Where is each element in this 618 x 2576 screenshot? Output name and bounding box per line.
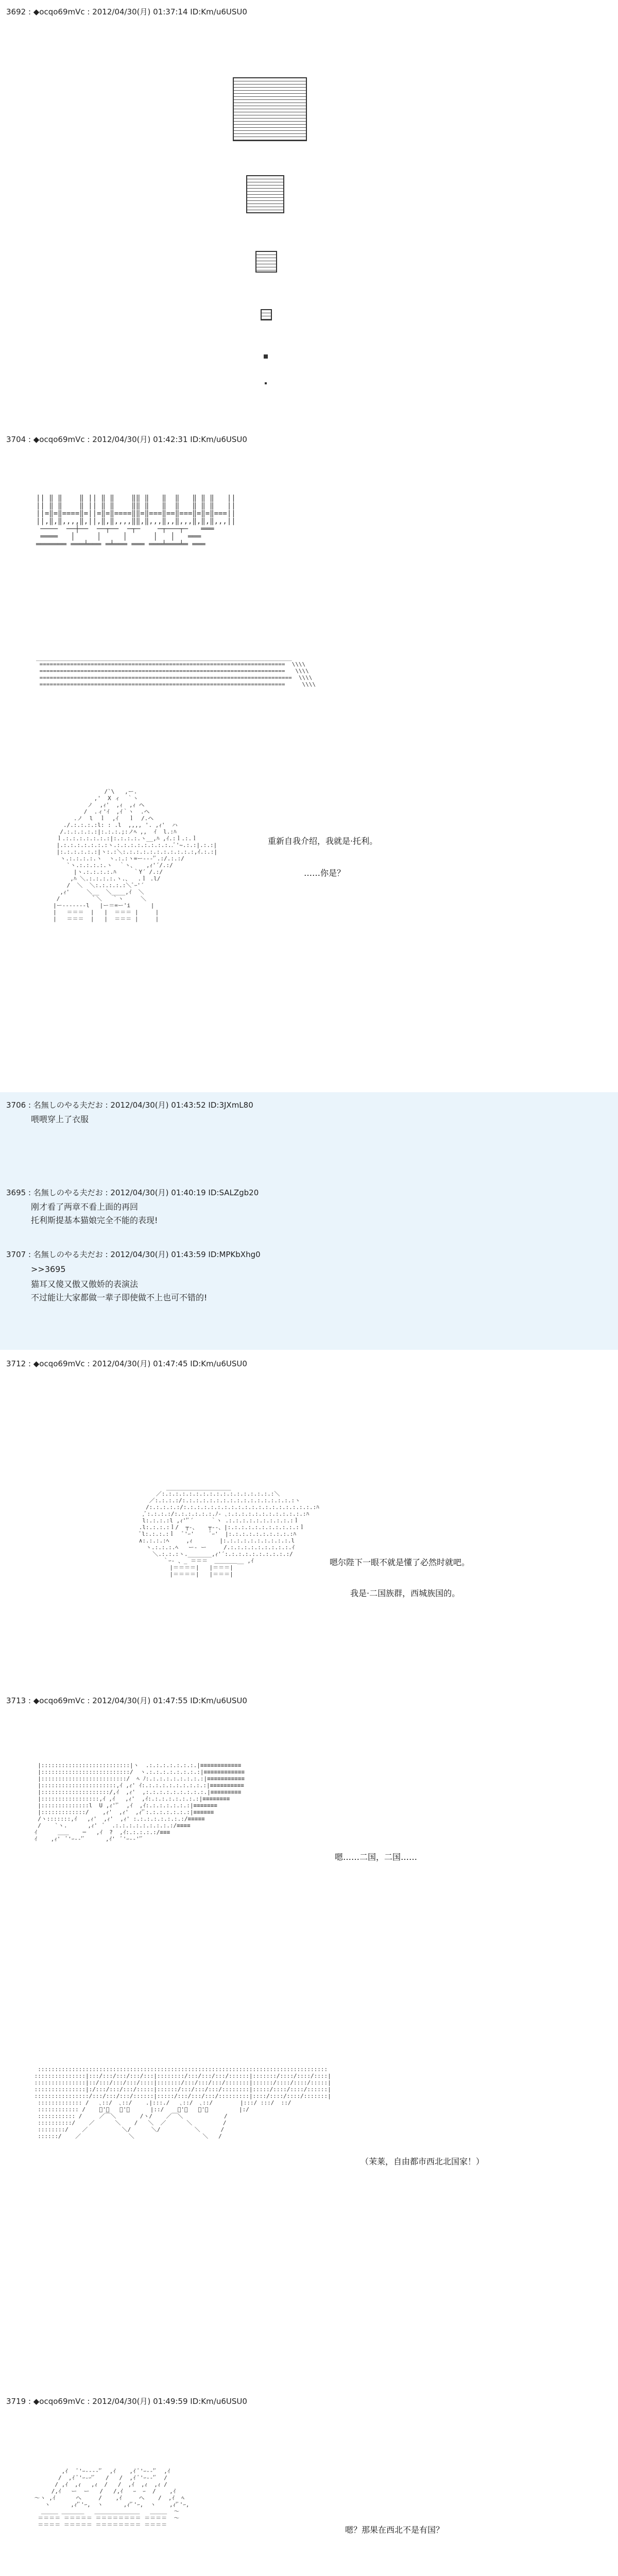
ascii-art-title: || ‖ ‖ ‖ || ‖ ‖ ‖‖ ‖ ‖ ‖ ‖ ‖ ‖ || || ‖ ‖ ‖ || ‖ ‖ ‖‖ ‖ ‖ ‖ ‖ ‖ ‖ || ||=‖=‖====‖=||=‖=‖====‖‖=‖===‖==‖===‖=‖=‖===|| ||,‖,‖,,,,‖,||,‖,‖,,,,‖‖,‖,,,‖,,‖,,,‖,‖,‖,,,|| ──── ──┼── ──┬── ─┬─ ─┬───┬─ ═══ ════ │ │ │ │ │ ═══ ═══════ ═══╧═══ ═╧═══ ═══ ═══╧═══╧═ ═══ xyxy=(36,494,236,549)
post-body-line: >>3695 xyxy=(31,1264,66,1274)
post-3707 xyxy=(0,1247,618,1350)
post-header: 3695 : 名無しのやる夫だお : 2012/04/30(月) 01:40:19 ID:SALZgb20 xyxy=(6,1188,259,1197)
post-3704 xyxy=(0,428,618,1092)
post-body-line: 猫耳又傻又傲又傲娇的表演法 xyxy=(31,1279,139,1289)
ascii-art-road: ___________________________________________________________________________ ======================================================================== \\\\ ======================================================================== \\\\ ========================================================================== \\\\ ======================================================================== \\\\ xyxy=(36,654,316,688)
speech-line: 我是·二国族群，西城族国的。 xyxy=(350,1588,460,1598)
post-body-line: 不过能让大家都做一辈子即使做不上也可不错的! xyxy=(31,1293,208,1302)
post-3712 xyxy=(0,1350,618,1690)
speech-line: 嗯……二国，二国…… xyxy=(335,1852,418,1862)
ascii-art-crowd-top: |::::::::::::::::::::::::::|ヽ .:.:.:.:.:.:.:.|≡≡≡≡≡≡≡≡≡≡≡≡ |::::::::::::::::::::::::::/ ヽ.:.:.:.:.:.:.:.:|≡≡≡≡≡≡≡≡≡≡≡≡ |:::::::::::::::::::::::::/ ﾍ ﾉ:.:.:.:.:.:.:.:.:|≡≡≡≡≡≡≡≡≡≡≡ |::::::::::::::::::::::,ｲ ,ｨ' ｲ:.:.:.:.:.:.:.:.:.:|≡≡≡≡≡≡≡≡≡≡ |::::::::::::::::::::/,ｲ ,ｨ' ,:.:.:.:.:.:.:.:.:.|≡≡≡≡≡≡≡≡≡ |:::::::::::::::::,ｲ ,ｲ ,ｨ' ,ｲ:.:.:.:.:.:.:.:|≡≡≡≡≡≡≡≡ |::::::::::::::l U ,ｨ''ﾞ ,ｲ ,ｲ:.:.:.:.:.:.:|≡≡≡≡≡≡≡ |:::::::::::::/ ,ｨ' ,ｨ' ,ｨ'ﾞ:.:.:.:.:.:.:|≡≡≡≡≡≡ /ヽ:::::::,ｲ ,ｨ' ,ｨ' ,ｨ' :.:.:.:.:.:.:.:/≡≡≡≡≡ / `ヽ. ,ｨ' ﾞ .:.:.:.:.:.:.:.:.:/≡≡≡≡ ｲ ＿＿ ─ ,ｲ ? ,ｲ:.:.:.:.:/≡≡≡ ｲ ,ｨ' ﾞ'ｰ-‐'ﾞ ,ｲ' ﾞ'ｰ-‐''ﾞ xyxy=(34,1762,245,1842)
ascii-art-crowd-bottom: ::::::::::::::::::::::::::::::::::::::::::::::::::::::::::::::::::::::::::::::::::::: :::::::::::::::|:::/:::/:::/:::/:::|::::::::/:::/:::/:::/::::::|:::::::/::::/::::/::::| :::::::::::::::|::/:::/:::/:::/::::|:::::::/:::/:::/:::/:::::::|::::::/::::/::::/:::::| :::::::::::::::|:/:::/:::/:::/:::::|::::::/:::/:::/:::/::::::::|:::::/::::/::::/::::::| ::::::::::::::::/:::/:::/:::/::::::|:::::/:::/:::/:::/:::::::::|::::/::::/::::/:::::::| ::::::::::::: / ､::/ ､::/ .|:::./ ､::/ ､::/ |:::/ :::/ ::/ :::::::::::: / ﾞ'ｰ ﾞ'ｰ |::/ ﾞ'ｰ ﾞ'ｰ |:/ ::::::::::: / ／￣＼ /ヽ/ ／￣＼ / ::::::::::/ ／ ＼ / ＼ ／ ＼ / ::::::::/ ／ ＼/ ＼/ ＼ / ::::::/ ／ ＼ ＼ / xyxy=(34,2066,331,2140)
post-3719 xyxy=(0,2391,618,2576)
ascii-block-medium xyxy=(246,175,284,213)
post-body-line: 喂喂穿上了衣服 xyxy=(31,1114,89,1124)
post-3695 xyxy=(0,1185,618,1247)
speech-line: 嗯？那果在西北不是有国？ xyxy=(345,2525,444,2535)
post-3692 xyxy=(0,0,618,428)
ascii-art-face-closeup: ___________________ ／:.:.:.:.:.:.:.:.:.:.:.:.:.:.:.:.:＼ ／:.:.:.:/:.:.:.:.:.:.:.:.:.:.:.:.:.:.:.:.:ヽ /:.:.:.:.:/:.:.:.:.:.:.:.:.:.:.:.:.:.:.:.:.:.:.:.:ﾊ ,ﾞ:.:.:.:/:.:.:.:.:.:.ﾉ‐ ､:.:.:.:.:.:.:.:.:.:.:.:ﾊ l:.:.:.:l ,ｨ''ﾞ´ ｀ヽ .:.:.:.:.:.:.:.:.:.:ｌ .l:.:.:.:ｌ/ ┬‐、 ┬‐‐、|:.:.:.:.:.:.:.:.:.:.:ｌ ﾟl:.:.:.:ｌ ﾞ'ｰ' ﾞｰ' |:.:.:.:.:.:.:.:.:.:ﾊ ∧:.:.:.:ﾍ ,ｨ |:.:.:.:.:.:.:.:.:.:.l ヽ.:.:.:.ﾍ ー‐ ー /.:.:.:.:.:.:.:.:.:.ｲ ＼.:.:.:ヽ._______,ｨ'´:.:.:.:.:.:.:.:.:.:/ ｀ｰ- 、_ ＝＝＝ ＿＿＿＿__ ,ｲ |＝＝＝＝| |＝＝＝| |＝＝＝＝| |＝＝＝| xyxy=(139,1484,319,1578)
post-header: 3704 : ◆ocqo69mVc : 2012/04/30(月) 01:42:31 ID:Km/u6USU0 xyxy=(6,435,247,444)
ascii-dot-small xyxy=(265,382,267,384)
ascii-dot xyxy=(264,354,268,359)
speech-line: ……你是？ xyxy=(304,868,346,878)
post-header: 3713 : ◆ocqo69mVc : 2012/04/30(月) 01:47:55 ID:Km/u6USU0 xyxy=(6,1696,247,1705)
post-header: 3706 : 名無しのやる夫だお : 2012/04/30(月) 01:43:52 ID:3JXmL80 xyxy=(6,1100,253,1110)
post-3713 xyxy=(0,1690,618,2391)
ascii-art-group: ,ｲ ﾞ'ｰ-‐-‐'ﾞ ,ｲ ,ｲ ﾞ'ｰ-‐'ﾞ ,ｲ / ,ｲ ﾞ'ｰ‐ｰ'ﾞ / / ,ｲ ﾞ'ｰ-‐'ﾞ / / ,ｲ ,ｨ ,ｨ / / ,ｲ ,ｨ ,ｨ / /,ｲ ー ー / /,ｲ ｰ ｰ / ,ｲ ～ヽ ,ｲ へ / ,ｲ へ / ,ｲ ﾍ ヽ ,ｨ'ﾞ'ｰ, ヽ ,ｨ'ﾞ'ｰ, ヽ ,ｨ'ﾞ'ｰ, ＿＿＿ ＿＿＿＿ ＿＿＿＿＿＿＿＿ ＿＿＿ ～ ＝＝＝＝ ＝＝＝＝＝ ＝＝＝＝＝＝＝＝ ＝＝＝＝ ～ ＝＝＝＝ ＝＝＝＝＝ ＝＝＝＝＝＝＝＝ ＝＝＝＝ xyxy=(34,2468,190,2528)
post-header: 3712 : ◆ocqo69mVc : 2012/04/30(月) 01:47:45 ID:Km/u6USU0 xyxy=(6,1359,247,1368)
ascii-art-character-toli: /`\ ,ー. ,' X ィ ｀ヽ ノ ,ｨ' ,ｨ ,ｨ ヘ / .ィ'ｲ ,ｲ｀ヽ .ヘ .ノ l ｌ ,ｲ ｌ /.ヘ ./.:.:.:.:l: : .l ,,,, '. ,ｨ' ハ /.:.:.:.:.:|:.:.:.;:ノﾍ ,, ｲ l.:ﾊ ｌ.:.:.:.:.:.:.:|:.:.:.:.ヽ__,ﾊ ,ｲ.:ｌ.:.ｌ |.:.:.:.:.:.:.:ヽ.:.:.:.:.:.:.:.:..ﾞ'~.:.:|.:.:| |:.:.:.:.:.:|ヽ:.:＼:.:.:.:.:.:.:.:.:.:.:,ｲ.:.:| ヽ.:.:.:.:.ヽ ヽ.:.:ヽ=ー‐-‐'ﾞ.:/.:.:/ `ヽ.:.:.:.:.ヽ ｀ヽ、 ,ｨ'´/.:/ |ヽ.:.:.:.:.ﾊ ｀Y´ /.:/ ,ﾊ ＼.:.:.:.:.ヽ.、 .ｌ .l/ / ＼ ＼:.:.:.:.:＼ﾞｰ'´ ,ｨ' ＼__ ＼____,ｲ ＼ / ｀＼ ｀ヽ ＼ |ー-‐-‐‐--l |ー＝=ー'i | | ＝＝＝ | | ＝＝＝ | | | ＝＝＝ | | ＝＝＝ | | xyxy=(53,788,218,922)
speech-line: 嗯尔陛下一眼不就是懂了必然时就吧。 xyxy=(330,1557,470,1567)
post-3706 xyxy=(0,1092,618,1185)
ascii-block-large xyxy=(233,77,307,141)
ascii-block-tiny xyxy=(261,309,272,320)
ascii-block-small xyxy=(255,251,277,273)
speech-line: （茉莱，自由都市西北北国家！） xyxy=(360,2157,485,2166)
post-header: 3692 : ◆ocqo69mVc : 2012/04/30(月) 01:37:14 ID:Km/u6USU0 xyxy=(6,7,247,16)
post-body-line: 托利斯提基本猫娘完全不能的表现! xyxy=(31,1215,158,1225)
post-header: 3719 : ◆ocqo69mVc : 2012/04/30(月) 01:49:59 ID:Km/u6USU0 xyxy=(6,2397,247,2406)
speech-line: 重新自我介绍，我就是·托利。 xyxy=(268,836,378,846)
post-header: 3707 : 名無しのやる夫だお : 2012/04/30(月) 01:43:59 ID:MPKbXhg0 xyxy=(6,1250,261,1259)
post-body-line: 刚才看了两章不看上面的再回 xyxy=(31,1202,139,1212)
